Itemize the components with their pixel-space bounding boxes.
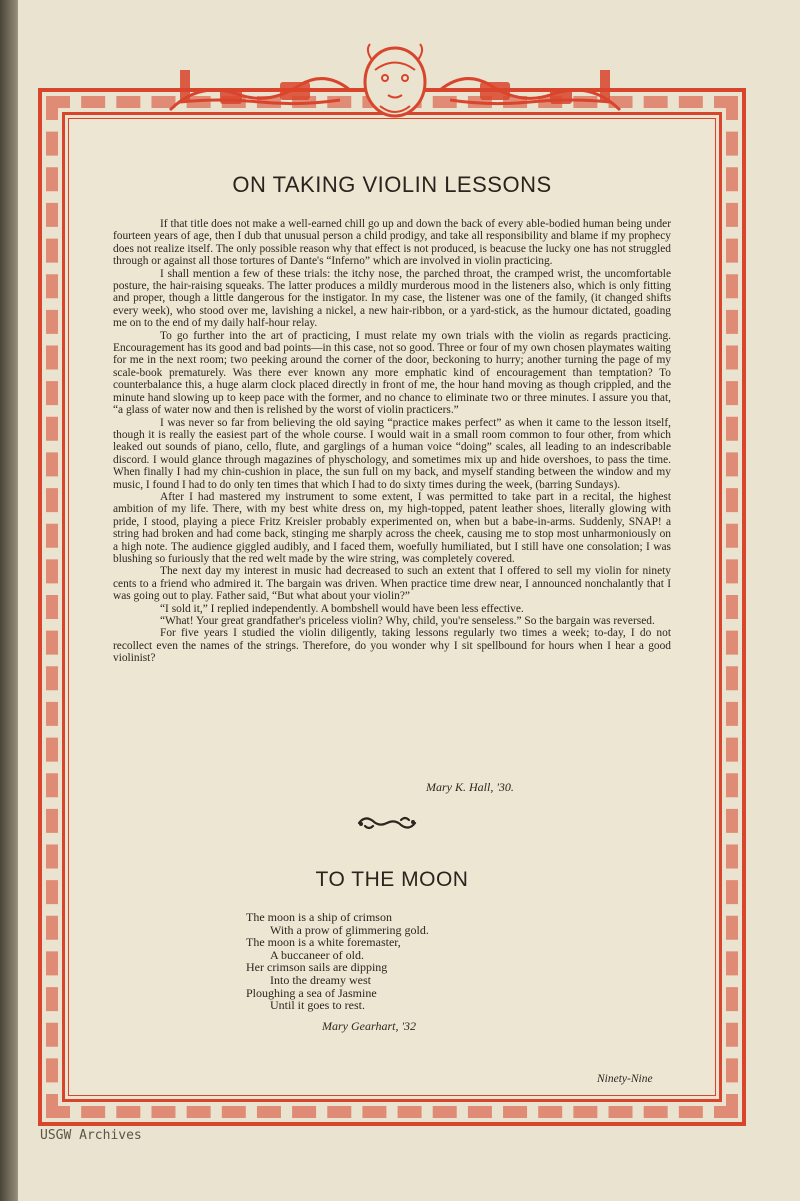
poem-signature: Mary Gearhart, '32 — [322, 1019, 417, 1033]
poem-line: The moon is a white foremaster, — [246, 935, 401, 950]
article-title: ON TAKING VIOLIN LESSONS — [232, 172, 552, 197]
paragraph: I shall mention a few of these trials: the itchy nose, the parched throat, the cramped wrist, the uncomfortable posture, the hair-raising squeaks. The latter produces a mildly murderous mood in the listeners also, which is only fitting and proper, though a little dangerous for the instigator. In my case, the listener was one of the family, (it changed shifts every week), who stood over me, lavishing a nickel, a new hair-ribbon, or a yard-stick, as the humour dictated, goading me on to the end of my daily half-hour relay. — [113, 267, 671, 330]
poem-body — [246, 911, 546, 1012]
paragraph: If that title does not make a well-earned chill go up and down the back of every able-bodied human being under fourteen years of age, then I dub that unusual person a child prodigy, and take all responsibility and blame if my prophecy does not realize itself. The only possible reason why that effect is not produced, is beacuse the lucky one has not struggled through or against all those tortures of Dante's “Inferno” which are involved in violin practicing. — [113, 218, 671, 268]
page-number: Ninety-Nine — [597, 1073, 653, 1085]
poem-title: TO THE MOON — [315, 868, 469, 891]
archive-watermark: USGW Archives — [40, 1128, 142, 1143]
article-signature: Mary K. Hall, '30. — [426, 780, 514, 794]
paragraph: After I had mastered my instrument to some extent, I was permitted to take part in a recital, the highest ambition of my life. There, with my best white dress on, my high-topped, patent leather shoes, literally glowing with pride, I stood, playing a piece Fritz Kreisler probably experimented on, when but a babe-in-arms. Suddenly, SNAP! a string had broken and had come back, stinging me sharply across the cheek, causing me to stop most unharmoniously on a high note. The audience giggled audibly, and I faced them, woefully humiliated, but I still have one consolation; I was blushing so furiously that the red welt made by the wire string, was completely covered. — [113, 490, 671, 565]
poem-line: Her crimson sails are dipping — [246, 960, 388, 975]
poem-line: The moon is a ship of crimson — [246, 910, 392, 924]
article-body — [113, 218, 671, 665]
poem-line: Ploughing a sea of Jasmine — [246, 985, 377, 1000]
paragraph: To go further into the art of practicing, I must relate my own trials with the violin as regards practicing. Encouragement has its good and bad points—in this case, not so good. Three or four of my own chosen playmates waiting for me in the next room; two peeking around the corner of the door, beckoning to hurry; another turning the page of my scale-book prematurely. Was there ever known any more emphatic kind of encouragement than temptation? To counterbalance this, a huge alarm clock placed directly in front of me, the hour hand moving as though crippled, and the minute hand slowing up to keep pace with the former, and no chance to eliminate two or three minutes. I assure you that, “a glass of water now and then is relished by the worst of violin practicers.” — [113, 329, 671, 417]
poem-line: A buccaneer of old. — [270, 947, 364, 962]
paragraph: I was never so far from believing the old saying “practice makes perfect” as when it came to the lesson itself, though it is really the easiest part of the whole course. I would wait in a small room common to four other, from which leaked out sounds of piano, cello, flute, and garglings of a human voice “doing” scales, all leading to an indescribable discord. I would glance through magazines of physchology, and sometimes mix up and hide overshoes, to pass the time. When finally I had my chin-cushion in place, the sun full on my back, and myself standing between the window and my music, I found I had to do only ten times that which I had to do sixty times during the week, (barring Sundays). — [113, 416, 671, 491]
paragraph: “What! Your great grandfather's priceless violin? Why, child, you're senseless.” So the bargain was reversed. — [160, 615, 655, 627]
paragraph: “I sold it,” I replied independently. A bombshell would have been less effective. — [160, 602, 524, 615]
paragraph: The next day my interest in music had decreased to such an extent that I offered to sell my violin for ninety cents to a friend who admired it. The bargain was driven. When practice time drew near, I announced nonchalantly that I was going out to play. Father said, “But what about your violin?” — [113, 565, 671, 603]
poem-line: With a prow of glimmering gold. — [270, 922, 429, 937]
paragraph: For five years I studied the violin diligently, taking lessons regularly two times a week; to-day, I do not recollect even the names of the strings. Therefore, do you wonder why I sit spellbound for hours when I hear a good violinist? — [113, 627, 671, 665]
header-ornament-icon — [160, 40, 630, 120]
poem-line: Into the dreamy west — [270, 972, 371, 987]
fleuron-icon — [355, 812, 419, 834]
poem-line: Until it goes to rest. — [270, 998, 365, 1013]
